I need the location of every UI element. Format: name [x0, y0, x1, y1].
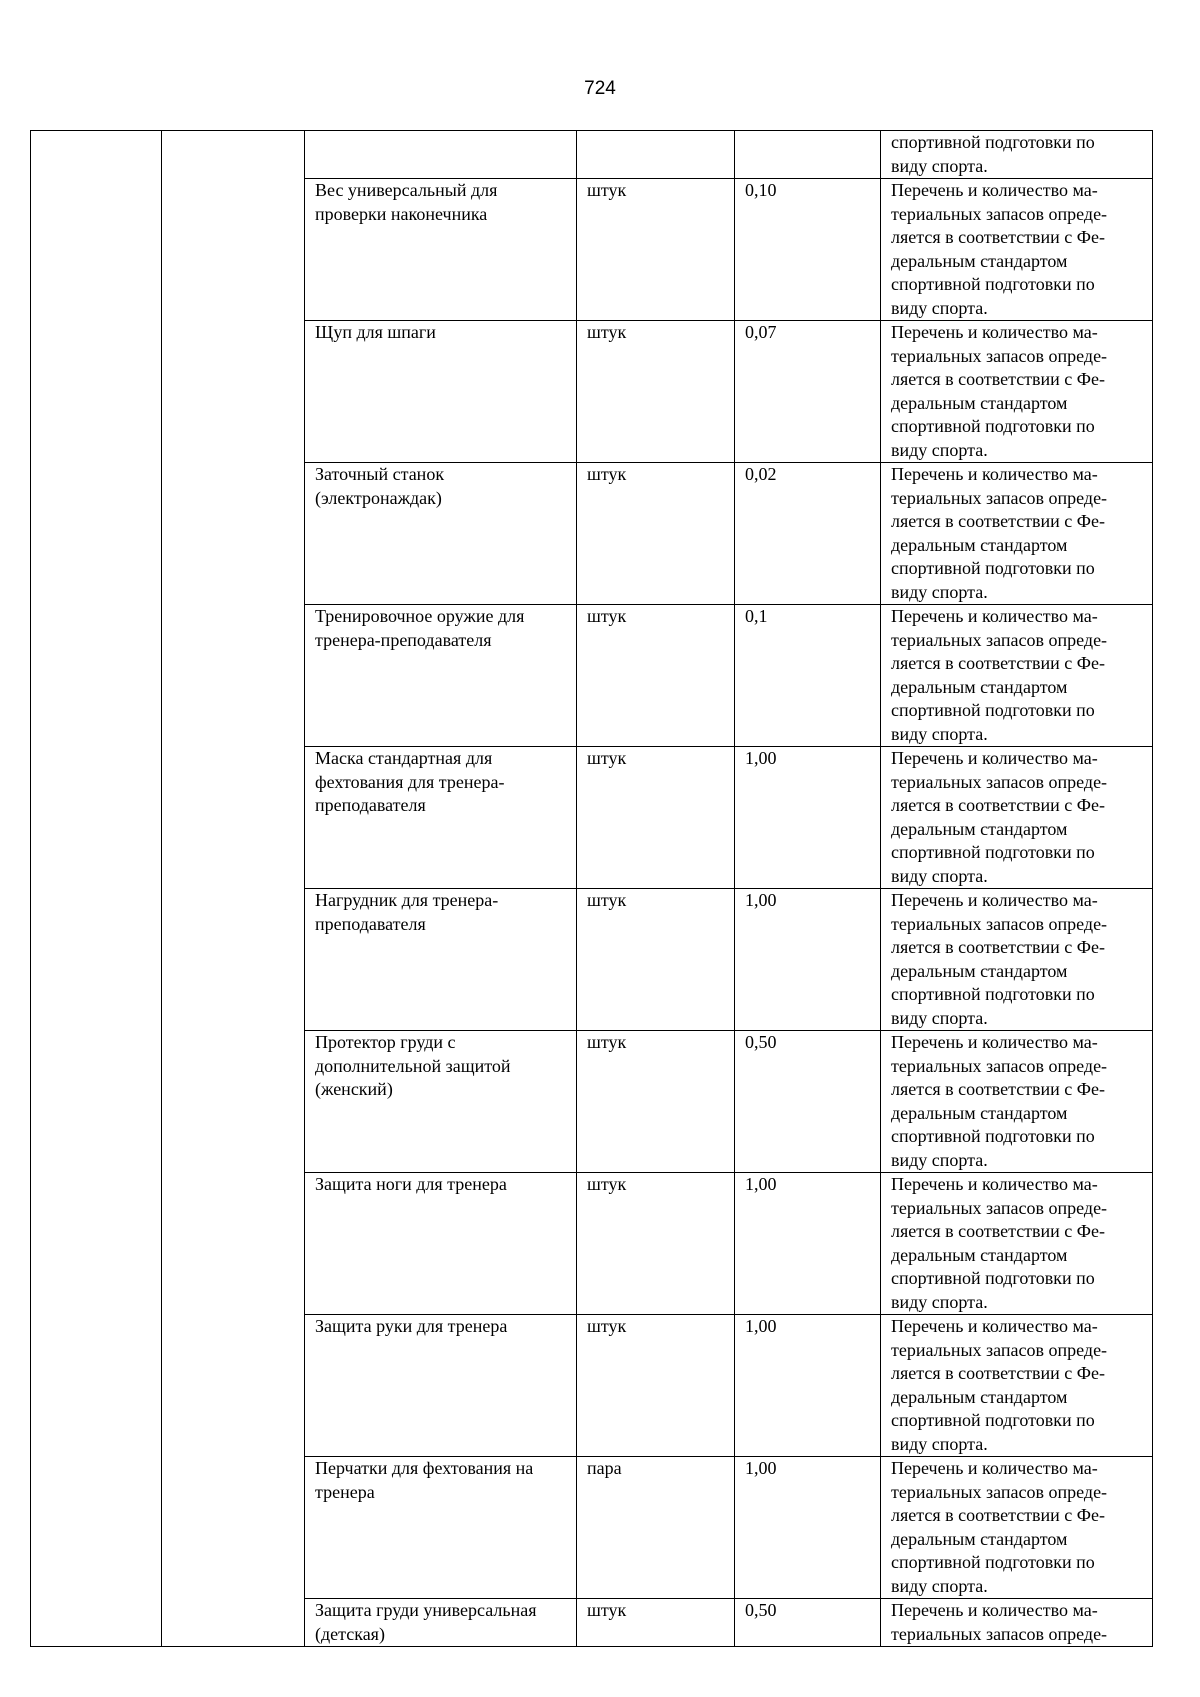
note-line: ляется в соответствии с Фе- [891, 227, 1106, 247]
note-line: ляется в соответствии с Фе- [891, 1363, 1106, 1383]
item-name-text: Нагрудник для тренера-преподавателя [315, 890, 499, 934]
subgroup-cell [162, 321, 305, 463]
unit-cell [577, 1315, 735, 1457]
quantity-cell [735, 1173, 881, 1315]
note-line: териальных запасов опреде- [891, 1339, 1108, 1360]
note-line: виду спорта. [891, 1433, 988, 1454]
unit-cell [577, 605, 735, 747]
item-name-text: Защита руки для тренера [315, 1316, 508, 1336]
note-line: виду спорта. [891, 439, 988, 460]
note-line: спортивной подготовки по [891, 1410, 1095, 1430]
note-line: виду спорта. [891, 581, 988, 602]
quantity-text: 1,00 [745, 1458, 777, 1478]
note-line: Перечень и количество ма- [891, 1032, 1098, 1052]
note-line: Перечень и количество ма- [891, 890, 1098, 910]
quantity-text: 0,10 [745, 180, 777, 200]
subgroup-cell [162, 1315, 305, 1457]
note-line: деральным стандартом [891, 250, 1068, 271]
group-cell [31, 1031, 162, 1173]
note-line: спортивной подготовки по [891, 558, 1095, 578]
quantity-cell [735, 889, 881, 1031]
quantity-text: 0,50 [745, 1600, 777, 1620]
note-line: ляется в соответствии с Фе- [891, 1505, 1106, 1525]
item-name-text: Маска стандартная для фехтования для тренера-преподавателя [315, 748, 505, 815]
group-cell [31, 131, 162, 179]
note-cell [881, 463, 1153, 605]
item-name-text: Защита ноги для тренера [315, 1174, 507, 1194]
note-line: деральным стандартом [891, 392, 1068, 413]
unit-cell [577, 747, 735, 889]
note-line: Перечень и количество ма- [891, 606, 1098, 626]
unit-text: штук [587, 606, 627, 626]
table-row [31, 463, 1153, 605]
subgroup-cell [162, 1457, 305, 1599]
table-row [31, 1315, 1153, 1457]
unit-text: штук [587, 464, 627, 484]
subgroup-cell [162, 605, 305, 747]
group-cell [31, 1599, 162, 1647]
item-name-cell [305, 131, 577, 179]
note-cell [881, 889, 1153, 1031]
quantity-text: 0,07 [745, 322, 777, 342]
note-line: териальных запасов опреде- [891, 1623, 1108, 1644]
quantity-text: 1,00 [745, 890, 777, 910]
unit-text: штук [587, 180, 627, 200]
subgroup-cell [162, 131, 305, 179]
note-cell [881, 1031, 1153, 1173]
item-name-text: Заточный станок (электронаждак) [315, 464, 445, 508]
item-name-cell [305, 1031, 577, 1173]
unit-cell [577, 131, 735, 179]
note-line: Перечень и количество ма- [891, 1458, 1098, 1478]
note-line: Перечень и количество ма- [891, 1600, 1098, 1620]
note-line: деральным стандартом [891, 1386, 1068, 1407]
note-line: спортивной подготовки по [891, 984, 1095, 1004]
item-name-text: Тренировочное оружие для тренера-преподавателя [315, 606, 525, 650]
quantity-cell [735, 179, 881, 321]
subgroup-cell [162, 463, 305, 605]
note-line: виду спорта. [891, 865, 988, 886]
unit-cell [577, 321, 735, 463]
unit-text: штук [587, 890, 627, 910]
quantity-cell [735, 747, 881, 889]
note-line: спортивной подготовки по [891, 1552, 1095, 1572]
unit-text: штук [587, 1600, 627, 1620]
note-line: териальных запасов опреде- [891, 203, 1108, 224]
table-body [31, 131, 1153, 1647]
note-line: деральным стандартом [891, 1102, 1068, 1123]
quantity-text: 0,50 [745, 1032, 777, 1052]
unit-text: штук [587, 1032, 627, 1052]
note-line: спортивной подготовки по [891, 700, 1095, 720]
note-line: Перечень и количество ма- [891, 1316, 1098, 1336]
item-name-cell [305, 1315, 577, 1457]
note-line: Перечень и количество ма- [891, 1174, 1098, 1194]
item-name-text: Вес универсальный для проверки наконечника [315, 180, 498, 224]
note-cell [881, 605, 1153, 747]
group-cell [31, 463, 162, 605]
note-line: териальных запасов опреде- [891, 1197, 1108, 1218]
note-cell [881, 1315, 1153, 1457]
quantity-cell [735, 1315, 881, 1457]
note-line: териальных запасов опреде- [891, 629, 1108, 650]
note-line: ляется в соответствии с Фе- [891, 937, 1106, 957]
item-name-cell [305, 1599, 577, 1647]
note-line: деральным стандартом [891, 534, 1068, 555]
quantity-text: 1,00 [745, 1316, 777, 1336]
note-line: ляется в соответствии с Фе- [891, 795, 1106, 815]
subgroup-cell [162, 889, 305, 1031]
item-name-cell [305, 321, 577, 463]
note-line: Перечень и количество ма- [891, 464, 1098, 484]
note-line: виду спорта. [891, 723, 988, 744]
group-cell [31, 747, 162, 889]
note-line: териальных запасов опреде- [891, 345, 1108, 366]
quantity-text: 0,1 [745, 606, 768, 626]
note-line: спортивной подготовки по [891, 1126, 1095, 1146]
table-row [31, 747, 1153, 889]
item-name-cell [305, 463, 577, 605]
note-line: ляется в соответствии с Фе- [891, 1221, 1106, 1241]
table-row [31, 1457, 1153, 1599]
group-cell [31, 605, 162, 747]
quantity-cell [735, 605, 881, 747]
table-row [31, 1173, 1153, 1315]
unit-text: штук [587, 748, 627, 768]
note-line: ляется в соответствии с Фе- [891, 1079, 1106, 1099]
quantity-cell [735, 321, 881, 463]
item-name-cell [305, 179, 577, 321]
note-line: деральным стандартом [891, 676, 1068, 697]
unit-cell [577, 1173, 735, 1315]
table-row [31, 321, 1153, 463]
quantity-cell [735, 131, 881, 179]
note-line: спортивной подготовки по [891, 132, 1095, 152]
unit-cell [577, 889, 735, 1031]
quantity-text: 0,02 [745, 464, 777, 484]
note-line: ляется в соответствии с Фе- [891, 511, 1106, 531]
note-line: териальных запасов опреде- [891, 487, 1108, 508]
note-line: Перечень и количество ма- [891, 748, 1098, 768]
group-cell [31, 1173, 162, 1315]
note-line: виду спорта. [891, 297, 988, 318]
item-name-text: Перчатки для фехтования на тренера [315, 1458, 534, 1502]
note-line: деральным стандартом [891, 960, 1068, 981]
note-line: ляется в соответствии с Фе- [891, 653, 1106, 673]
group-cell [31, 321, 162, 463]
note-cell [881, 131, 1153, 179]
quantity-cell [735, 1457, 881, 1599]
subgroup-cell [162, 1031, 305, 1173]
note-cell [881, 1173, 1153, 1315]
note-cell [881, 1457, 1153, 1599]
group-cell [31, 1457, 162, 1599]
group-cell [31, 889, 162, 1031]
subgroup-cell [162, 747, 305, 889]
table-row [31, 179, 1153, 321]
note-line: спортивной подготовки по [891, 842, 1095, 862]
group-cell [31, 1315, 162, 1457]
note-line: спортивной подготовки по [891, 274, 1095, 294]
note-cell [881, 1599, 1153, 1647]
note-line: спортивной подготовки по [891, 416, 1095, 436]
table-row [31, 1599, 1153, 1647]
group-cell [31, 179, 162, 321]
item-name-cell [305, 1457, 577, 1599]
note-line: деральным стандартом [891, 1244, 1068, 1265]
subgroup-cell [162, 179, 305, 321]
item-name-cell [305, 747, 577, 889]
note-line: териальных запасов опреде- [891, 913, 1108, 934]
note-line: Перечень и количество ма- [891, 322, 1098, 342]
item-name-cell [305, 889, 577, 1031]
unit-text: штук [587, 322, 627, 342]
unit-cell [577, 1031, 735, 1173]
quantity-cell [735, 1031, 881, 1173]
unit-text: пара [587, 1458, 622, 1478]
subgroup-cell [162, 1599, 305, 1647]
table-row-continued [31, 131, 1153, 179]
subgroup-cell [162, 1173, 305, 1315]
note-cell [881, 321, 1153, 463]
unit-cell [577, 463, 735, 605]
note-cell [881, 179, 1153, 321]
note-line: виду спорта. [891, 1149, 988, 1170]
page-number: 724 [584, 78, 616, 99]
note-line: виду спорта. [891, 1575, 988, 1596]
item-name-cell [305, 605, 577, 747]
table-row [31, 605, 1153, 747]
note-line: териальных запасов опреде- [891, 1055, 1108, 1076]
quantity-cell [735, 463, 881, 605]
unit-cell [577, 1599, 735, 1647]
note-line: Перечень и количество ма- [891, 180, 1098, 200]
note-line: виду спорта. [891, 1007, 988, 1028]
note-line: деральным стандартом [891, 1528, 1068, 1549]
note-line: спортивной подготовки по [891, 1268, 1095, 1288]
item-name-text: Защита груди универсальная (детская) [315, 1600, 537, 1644]
quantity-text: 1,00 [745, 1174, 777, 1194]
unit-text: штук [587, 1316, 627, 1336]
table-row [31, 889, 1153, 1031]
note-line: ляется в соответствии с Фе- [891, 369, 1106, 389]
item-name-cell [305, 1173, 577, 1315]
quantity-text: 1,00 [745, 748, 777, 768]
note-line: териальных запасов опреде- [891, 1481, 1108, 1502]
equipment-table [30, 130, 1153, 1647]
unit-cell [577, 1457, 735, 1599]
note-line: териальных запасов опреде- [891, 771, 1108, 792]
quantity-cell [735, 1599, 881, 1647]
note-cell [881, 747, 1153, 889]
item-name-text: Щуп для шпаги [315, 322, 436, 342]
unit-text: штук [587, 1174, 627, 1194]
note-line: деральным стандартом [891, 818, 1068, 839]
unit-cell [577, 179, 735, 321]
note-line: виду спорта. [891, 155, 988, 176]
table-row [31, 1031, 1153, 1173]
item-name-text: Протектор груди с дополнительной защитой (женский) [315, 1032, 511, 1099]
note-line: виду спорта. [891, 1291, 988, 1312]
